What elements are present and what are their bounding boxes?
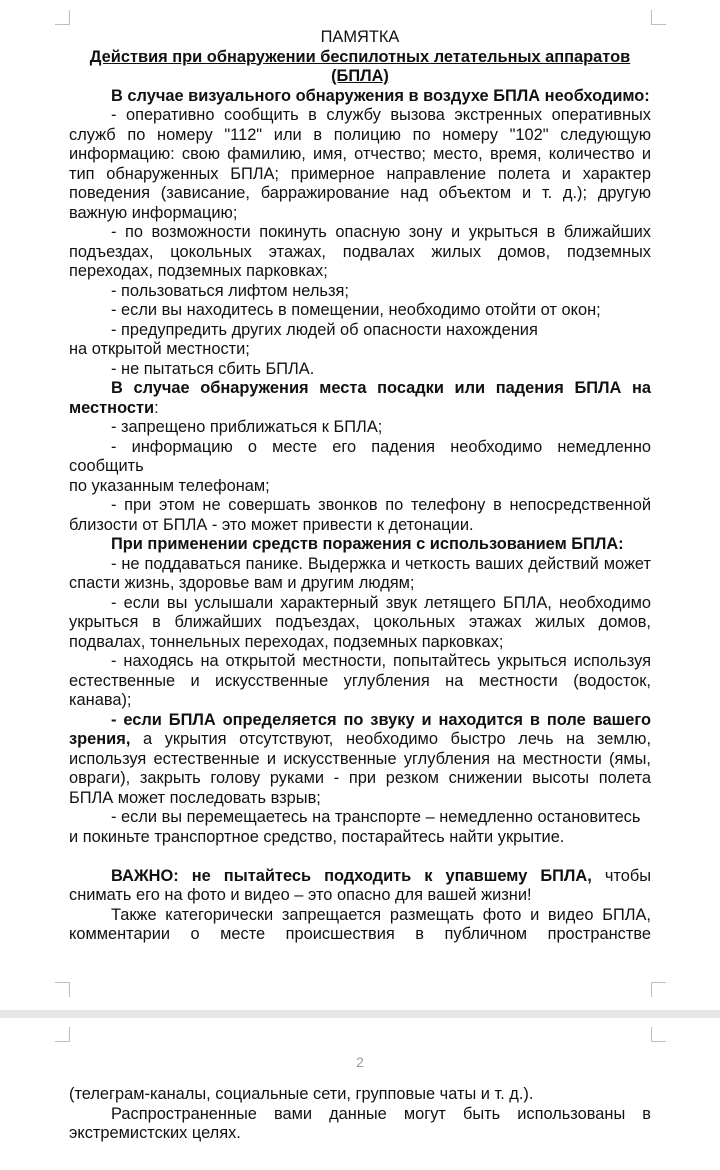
- section-heading-visual: В случае визуального обнаружения в воздухе БПЛА необходимо:: [111, 86, 650, 105]
- section-heading-landing: [69, 379, 651, 418]
- document-subtitle: Действия при обнаружении беспилотных летательных аппаратов: [89, 47, 631, 66]
- instruction-item: - при этом не совершать звонков по телефону в непосредственной близости от БПЛА - это может привести к детонации.: [69, 496, 651, 534]
- instruction-item: - если вы услышали характерный звук летящего БПЛА, необходимо укрыться в ближайших подъездах, цокольных этажах жилых домов, подвалах, тоннельных переходах, подземных парковках;: [69, 593, 651, 651]
- page-number: 2: [356, 1054, 364, 1070]
- document-page-2: [0, 1018, 720, 1170]
- instruction-item-bold: - если БПЛА определяется по звуку и находится в поле вашего зрения,: [69, 710, 651, 748]
- page-corner-mark: [55, 1027, 70, 1042]
- instruction-item: - не поддаваться панике. Выдержка и четкость ваших действий может спасти жизнь, здоровье вам и другим людям;: [69, 554, 651, 592]
- section-heading-attack: При применении средств поражения с использованием БПЛА:: [111, 535, 624, 553]
- page-2-text: [69, 1085, 651, 1144]
- section-heading-landing-text: В случае обнаружения места посадки или падения БПЛА на местности: [69, 379, 651, 417]
- document-subtitle-abbr: (БПЛА): [331, 67, 389, 85]
- instruction-item: - запрещено приближаться к БПЛА;: [111, 418, 383, 436]
- important-warning-rest: чтобы снимать его на фото и видео – это опасно для вашей жизни!: [69, 866, 651, 904]
- page-corner-mark: [55, 10, 70, 25]
- instruction-item: - если вы перемещаетесь на транспорте – немедленно остановитесь: [111, 808, 641, 826]
- instruction-item-continued: на открытой местности;: [69, 340, 250, 358]
- page-1-text: [69, 28, 651, 945]
- continued-text: (телеграм-каналы, социальные сети, групповые чаты и т. д.).: [69, 1085, 534, 1103]
- page-corner-mark: [651, 1027, 666, 1042]
- instruction-item: - информацию о месте его падения необходимо немедленно сообщить: [69, 437, 651, 475]
- paragraph-gap: [69, 847, 651, 867]
- instruction-item: - пользоваться лифтом нельзя;: [111, 281, 349, 300]
- page-corner-mark: [651, 10, 666, 25]
- instruction-item: - предупредить других людей об опасности нахождения: [111, 320, 538, 339]
- instruction-item-rest: а укрытия отсутствуют, необходимо быстро лечь на землю, используя естественные и искусственные углубления на местности (ямы, овраги), закрыть голову руками - при резком снижении высоты полета БПЛА может последовать взрыв;: [69, 730, 651, 807]
- instruction-item: - оперативно сообщить в службу вызова экстренных оперативных служб по номеру "112" или в полицию по номеру "102" следующую информацию: свою фамилию, имя, отчество; место, время, количество и тип обнаруженных БПЛА; примерное направление полета и характер поведения (зависание, барражирование над объектом и т. д.); другую важную информацию;: [69, 106, 651, 222]
- instruction-item: [69, 711, 651, 809]
- important-warning: [69, 867, 651, 906]
- important-warning-bold: ВАЖНО: не пытайтесь подходить к упавшему БПЛА,: [111, 866, 592, 885]
- publication-prohibition: Также категорически запрещается размещать фото и видео БПЛА, комментарии о месте происшествия в публичном пространстве: [69, 905, 651, 943]
- instruction-item: - если вы находитесь в помещении, необходимо отойти от окон;: [111, 301, 601, 319]
- page-separator: [0, 1010, 720, 1018]
- section-heading-landing-colon: :: [154, 398, 159, 417]
- extremism-warning: Распространенные вами данные могут быть использованы в экстремистских целях.: [69, 1104, 651, 1142]
- instruction-item-continued: по указанным телефонам;: [69, 476, 270, 495]
- instruction-item: - находясь на открытой местности, попытайтесь укрыться используя естественные и искусственные углубления на местности (водосток, канава);: [69, 652, 651, 709]
- page-corner-mark: [55, 982, 70, 997]
- document-title: ПАМЯТКА: [320, 28, 400, 46]
- page-corner-mark: [651, 982, 666, 997]
- instruction-item: - не пытаться сбить БПЛА.: [111, 359, 315, 378]
- instruction-item: - по возможности покинуть опасную зону и укрыться в ближайших подъездах, цокольных этажах, подвалах жилых домов, подземных переходах, подземных парковках;: [69, 223, 651, 280]
- instruction-item-continued: и покиньте транспортное средство, постарайтесь найти укрытие.: [69, 827, 565, 846]
